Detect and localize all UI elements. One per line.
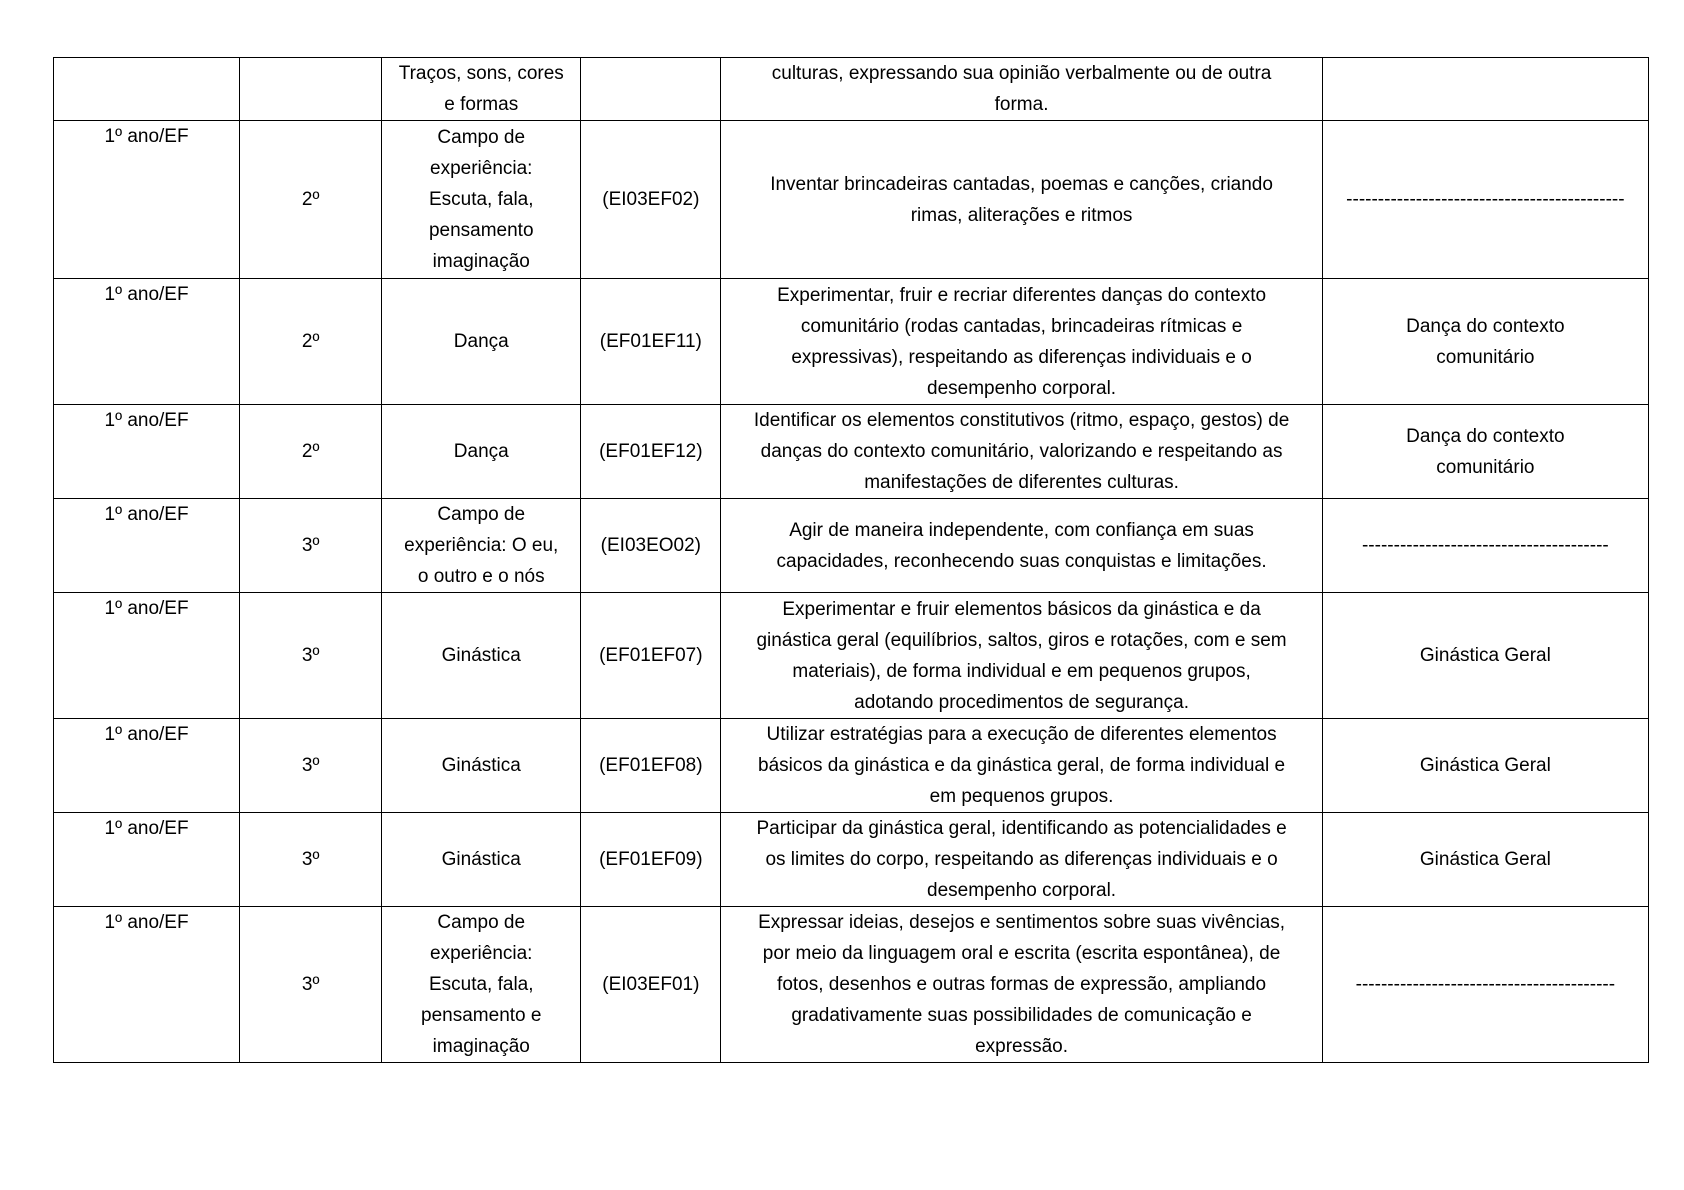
knowledge-object-cell: Ginástica Geral <box>1322 719 1648 813</box>
bimester-cell: 3º <box>240 719 382 813</box>
skill-code-cell: (EI03EF01) <box>581 907 721 1063</box>
skill-description-cell: Identificar os elementos constitutivos (ritmo, espaço, gestos) de danças do contexto comunitário, valorizando e respeitando as manifestações de diferentes culturas. <box>721 405 1322 499</box>
knowledge-object-cell <box>1322 58 1648 121</box>
skill-code-cell: (EF01EF09) <box>581 813 721 907</box>
knowledge-object-cell: Dança do contexto comunitário <box>1322 405 1648 499</box>
skill-code-cell: (EF01EF11) <box>581 279 721 405</box>
year-cell <box>54 58 240 121</box>
thematic-unit-cell: Dança <box>382 279 581 405</box>
curriculum-table <box>53 57 1649 1063</box>
bimester-cell: 2º <box>240 121 382 279</box>
skill-description-cell: Expressar ideias, desejos e sentimentos sobre suas vivências, por meio da linguagem oral e escrita (escrita espontânea), de fotos, desenhos e outras formas de expressão, ampliando gradativamente suas possibilidades de comunicação e expressão. <box>721 907 1322 1063</box>
skill-code-cell: (EI03EF02) <box>581 121 721 279</box>
year-cell: 1º ano/EF <box>54 593 240 719</box>
thematic-unit-cell: Traços, sons, cores e formas <box>382 58 581 121</box>
skill-code-cell <box>581 58 721 121</box>
thematic-unit-cell: Campo de experiência: O eu, o outro e o nós <box>382 499 581 593</box>
knowledge-object-cell: --------------------------------------- <box>1322 499 1648 593</box>
skill-description-cell: Experimentar e fruir elementos básicos da ginástica e da ginástica geral (equilíbrios, saltos, giros e rotações, com e sem materiais), de forma individual e em pequenos grupos, adotando procedimentos de segurança. <box>721 593 1322 719</box>
skill-code-cell: (EF01EF12) <box>581 405 721 499</box>
bimester-cell: 2º <box>240 405 382 499</box>
table-row <box>54 813 1649 907</box>
year-cell: 1º ano/EF <box>54 405 240 499</box>
table-row <box>54 279 1649 405</box>
thematic-unit-cell: Ginástica <box>382 719 581 813</box>
table-row <box>54 405 1649 499</box>
year-cell: 1º ano/EF <box>54 719 240 813</box>
table-row <box>54 121 1649 279</box>
thematic-unit-cell: Campo de experiência: Escuta, fala, pensamento imaginação <box>382 121 581 279</box>
bimester-cell: 3º <box>240 907 382 1063</box>
bimester-cell: 3º <box>240 813 382 907</box>
year-cell: 1º ano/EF <box>54 279 240 405</box>
skill-description-cell: Agir de maneira independente, com confiança em suas capacidades, reconhecendo suas conquistas e limitações. <box>721 499 1322 593</box>
year-cell: 1º ano/EF <box>54 499 240 593</box>
thematic-unit-cell: Dança <box>382 405 581 499</box>
knowledge-object-cell: ----------------------------------------- <box>1322 907 1648 1063</box>
year-cell: 1º ano/EF <box>54 907 240 1063</box>
table-row <box>54 593 1649 719</box>
skill-description-cell: Utilizar estratégias para a execução de diferentes elementos básicos da ginástica e da ginástica geral, de forma individual e em pequenos grupos. <box>721 719 1322 813</box>
year-cell: 1º ano/EF <box>54 813 240 907</box>
skill-description-cell: Experimentar, fruir e recriar diferentes danças do contexto comunitário (rodas cantadas, brincadeiras rítmicas e expressivas), respeitando as diferenças individuais e o desempenho corporal. <box>721 279 1322 405</box>
table-row <box>54 719 1649 813</box>
knowledge-object-cell: Ginástica Geral <box>1322 813 1648 907</box>
knowledge-object-cell: Dança do contexto comunitário <box>1322 279 1648 405</box>
skill-description-cell: culturas, expressando sua opinião verbalmente ou de outra forma. <box>721 58 1322 121</box>
skill-description-cell: Inventar brincadeiras cantadas, poemas e canções, criando rimas, aliterações e ritmos <box>721 121 1322 279</box>
table-row <box>54 907 1649 1063</box>
bimester-cell: 3º <box>240 499 382 593</box>
bimester-cell: 2º <box>240 279 382 405</box>
skill-description-cell: Participar da ginástica geral, identificando as potencialidades e os limites do corpo, respeitando as diferenças individuais e o desempenho corporal. <box>721 813 1322 907</box>
thematic-unit-cell: Campo de experiência: Escuta, fala, pensamento e imaginação <box>382 907 581 1063</box>
knowledge-object-cell: Ginástica Geral <box>1322 593 1648 719</box>
thematic-unit-cell: Ginástica <box>382 593 581 719</box>
thematic-unit-cell: Ginástica <box>382 813 581 907</box>
skill-code-cell: (EF01EF08) <box>581 719 721 813</box>
table-row <box>54 58 1649 121</box>
skill-code-cell: (EF01EF07) <box>581 593 721 719</box>
year-cell: 1º ano/EF <box>54 121 240 279</box>
table-row <box>54 499 1649 593</box>
knowledge-object-cell: -------------------------------------------- <box>1322 121 1648 279</box>
skill-code-cell: (EI03EO02) <box>581 499 721 593</box>
bimester-cell <box>240 58 382 121</box>
bimester-cell: 3º <box>240 593 382 719</box>
